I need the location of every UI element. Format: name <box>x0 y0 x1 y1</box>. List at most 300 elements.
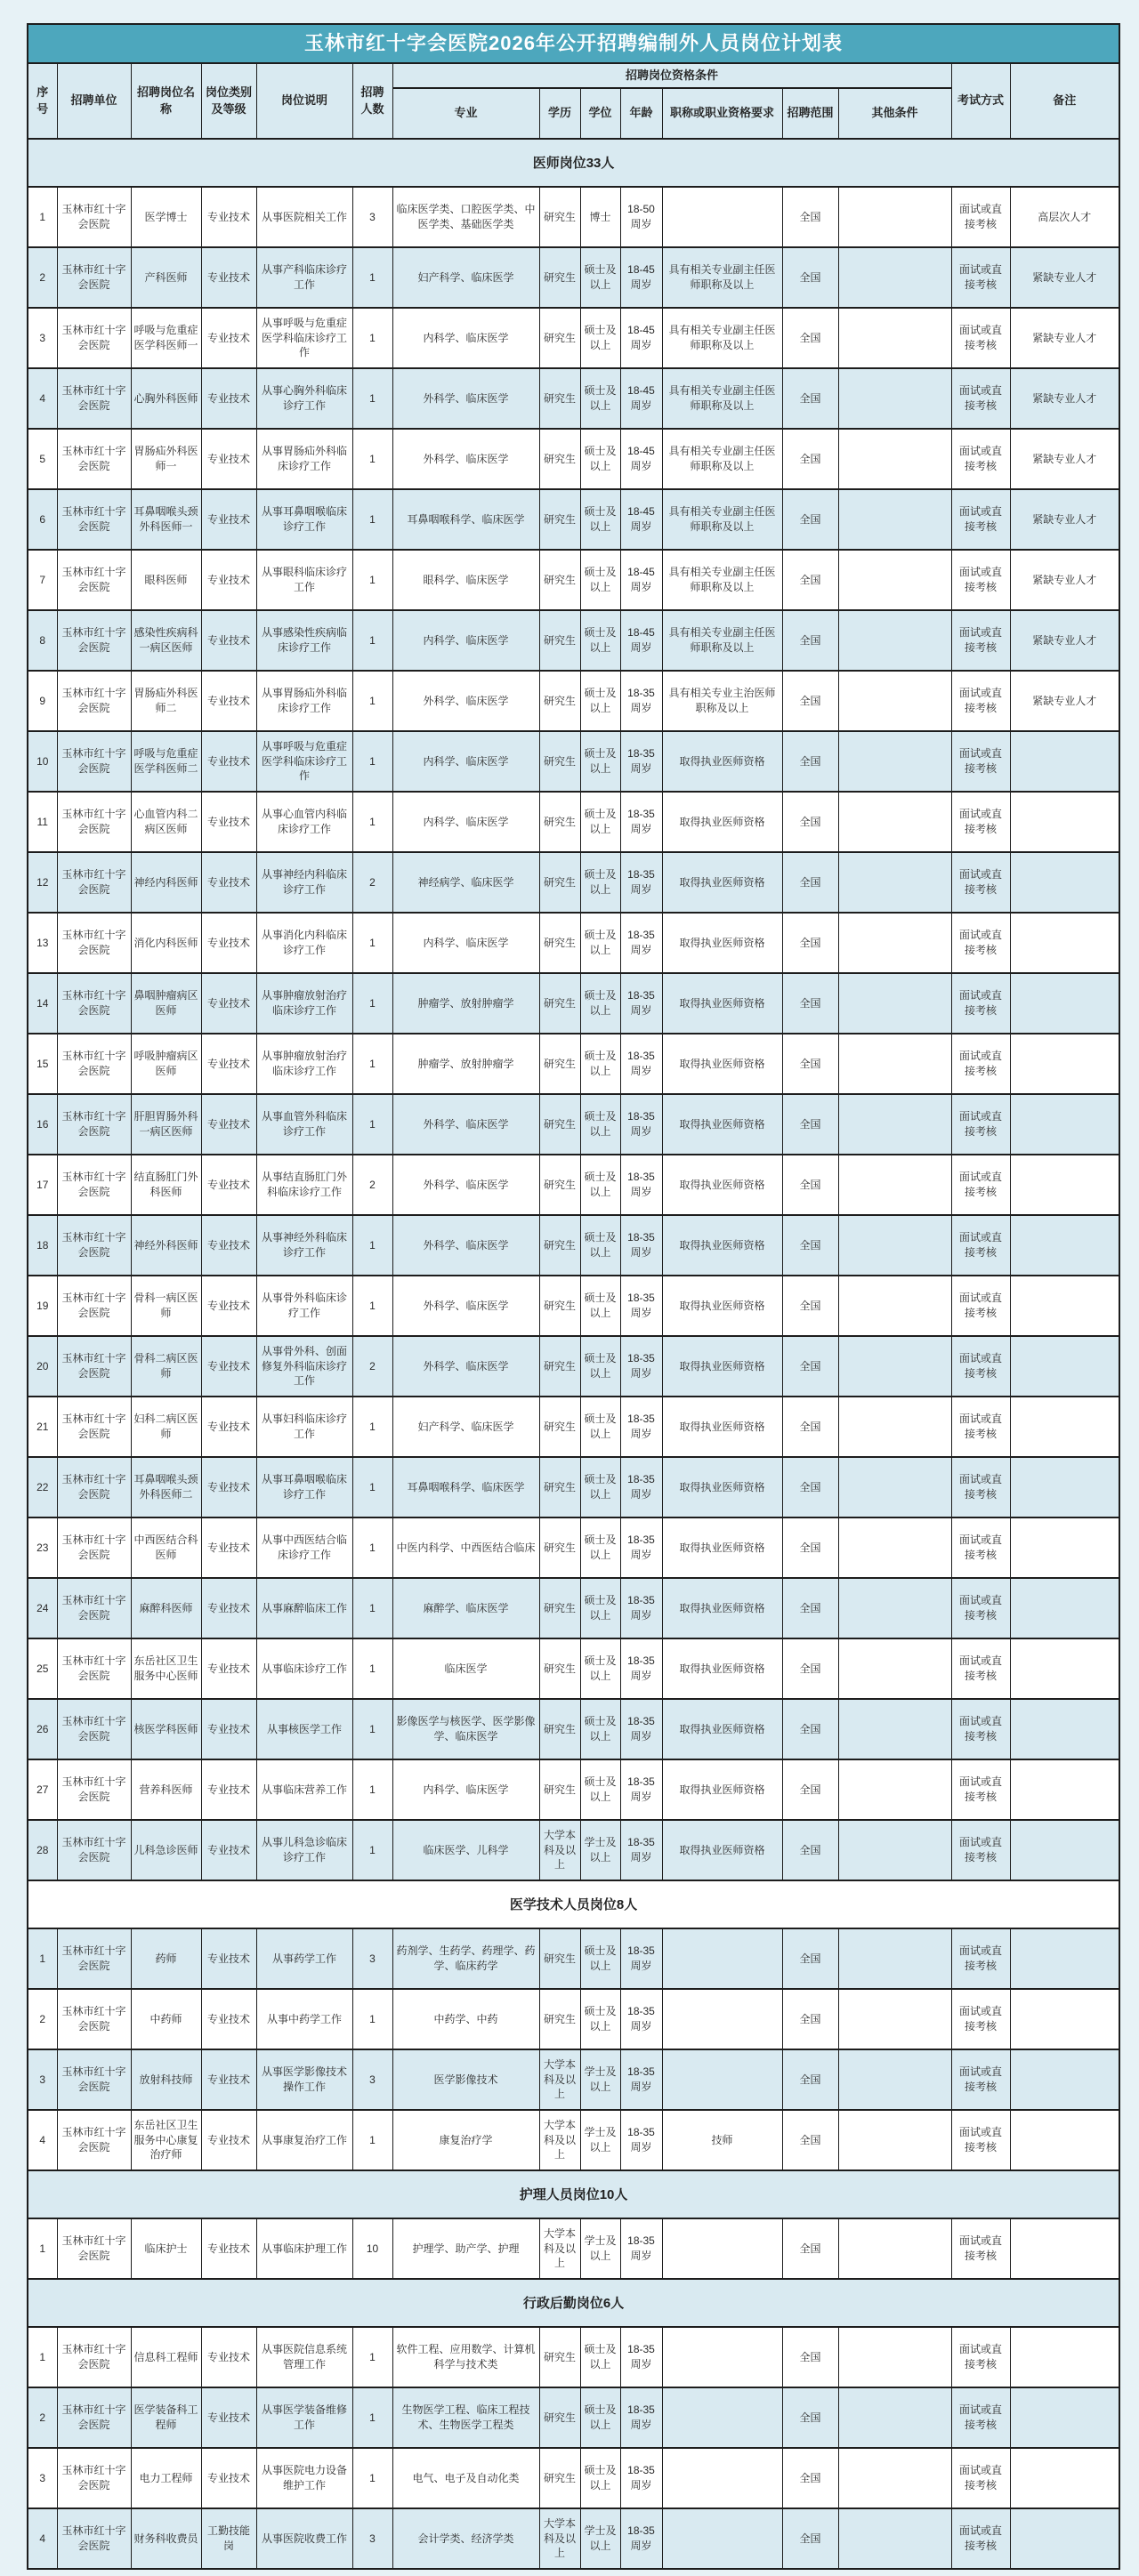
cell-degree: 硕士及以上 <box>580 368 620 429</box>
cell-category: 专业技术 <box>201 2110 256 2170</box>
cell-count: 1 <box>352 2448 392 2508</box>
cell-exam: 面试或直接考核 <box>951 1928 1010 1989</box>
cell-exam: 面试或直接考核 <box>951 550 1010 610</box>
cell-duty: 从事临床护理工作 <box>256 2218 352 2279</box>
cell-qualification: 具有相关专业副主任医师职称及以上 <box>662 247 782 308</box>
cell-degree: 硕士及以上 <box>580 1457 620 1517</box>
cell-qualification: 取得执业医师资格 <box>662 973 782 1034</box>
cell-age: 18-35周岁 <box>620 1397 662 1457</box>
cell-note <box>1010 2110 1119 2170</box>
cell-edu: 研究生 <box>539 489 580 550</box>
cell-no: 12 <box>28 852 57 913</box>
cell-other <box>838 187 951 247</box>
cell-major: 外科学、临床医学 <box>392 1215 539 1276</box>
cell-post: 中西医结合科医师 <box>131 1517 201 1578</box>
cell-no: 10 <box>28 731 57 792</box>
cell-note <box>1010 2049 1119 2110</box>
cell-scope: 全国 <box>782 247 838 308</box>
cell-major: 影像医学与核医学、医学影像学、临床医学 <box>392 1699 539 1759</box>
cell-unit: 玉林市红十字会医院 <box>57 792 131 852</box>
cell-category: 工勤技能岗 <box>201 2508 256 2569</box>
cell-other <box>838 731 951 792</box>
cell-degree: 学士及以上 <box>580 2049 620 2110</box>
cell-age: 18-35周岁 <box>620 2327 662 2387</box>
cell-qualification: 技师 <box>662 2110 782 2170</box>
cell-no: 2 <box>28 1989 57 2049</box>
cell-other <box>838 308 951 368</box>
cell-exam: 面试或直接考核 <box>951 1034 1010 1094</box>
cell-note <box>1010 1928 1119 1989</box>
cell-exam: 面试或直接考核 <box>951 1155 1010 1215</box>
cell-scope: 全国 <box>782 1517 838 1578</box>
cell-unit: 玉林市红十字会医院 <box>57 1397 131 1457</box>
cell-duty: 从事肿瘤放射治疗临床诊疗工作 <box>256 973 352 1034</box>
cell-age: 18-35周岁 <box>620 1336 662 1397</box>
cell-category: 专业技术 <box>201 731 256 792</box>
cell-scope: 全国 <box>782 2508 838 2569</box>
table-row <box>28 187 1119 247</box>
cell-qualification <box>662 2327 782 2387</box>
cell-duty: 从事血管外科临床诊疗工作 <box>256 1094 352 1155</box>
cell-note <box>1010 1517 1119 1578</box>
table-row <box>28 1989 1119 2049</box>
cell-duty: 从事神经内科临床诊疗工作 <box>256 852 352 913</box>
cell-duty: 从事医院收费工作 <box>256 2508 352 2569</box>
cell-other <box>838 973 951 1034</box>
cell-degree: 硕士及以上 <box>580 1699 620 1759</box>
cell-edu: 研究生 <box>539 247 580 308</box>
cell-scope: 全国 <box>782 1336 838 1397</box>
cell-category: 专业技术 <box>201 429 256 489</box>
cell-degree: 硕士及以上 <box>580 1094 620 1155</box>
cell-no: 20 <box>28 1336 57 1397</box>
table-row <box>28 1155 1119 1215</box>
cell-qualification <box>662 2508 782 2569</box>
cell-age: 18-35周岁 <box>620 1276 662 1336</box>
cell-qualification <box>662 1928 782 1989</box>
cell-qualification: 取得执业医师资格 <box>662 852 782 913</box>
cell-qualification: 取得执业医师资格 <box>662 1397 782 1457</box>
cell-unit: 玉林市红十字会医院 <box>57 1457 131 1517</box>
cell-unit: 玉林市红十字会医院 <box>57 973 131 1034</box>
cell-age: 18-35周岁 <box>620 2448 662 2508</box>
col-header-count: 招聘人数 <box>352 63 392 139</box>
cell-duty: 从事骨外科临床诊疗工作 <box>256 1276 352 1336</box>
cell-category: 专业技术 <box>201 1820 256 1880</box>
cell-post: 核医学科医师 <box>131 1699 201 1759</box>
cell-count: 2 <box>352 1336 392 1397</box>
cell-edu: 研究生 <box>539 1638 580 1699</box>
col-header-note: 备注 <box>1010 63 1119 139</box>
cell-count: 1 <box>352 368 392 429</box>
cell-category: 专业技术 <box>201 610 256 671</box>
cell-degree: 硕士及以上 <box>580 550 620 610</box>
cell-degree: 学士及以上 <box>580 2218 620 2279</box>
cell-count: 3 <box>352 2049 392 2110</box>
cell-qualification <box>662 2049 782 2110</box>
cell-unit: 玉林市红十字会医院 <box>57 308 131 368</box>
cell-qualification: 取得执业医师资格 <box>662 731 782 792</box>
cell-age: 18-35周岁 <box>620 731 662 792</box>
cell-category: 专业技术 <box>201 792 256 852</box>
cell-major: 外科学、临床医学 <box>392 429 539 489</box>
cell-other <box>838 1989 951 2049</box>
cell-post: 消化内科医师 <box>131 913 201 973</box>
cell-exam: 面试或直接考核 <box>951 2387 1010 2448</box>
cell-duty: 从事医院信息系统管理工作 <box>256 2327 352 2387</box>
cell-exam: 面试或直接考核 <box>951 1820 1010 1880</box>
cell-qualification: 取得执业医师资格 <box>662 1094 782 1155</box>
cell-no: 3 <box>28 2049 57 2110</box>
cell-qualification: 取得执业医师资格 <box>662 792 782 852</box>
cell-note <box>1010 1215 1119 1276</box>
cell-qualification: 具有相关专业副主任医师职称及以上 <box>662 368 782 429</box>
cell-duty: 从事核医学工作 <box>256 1699 352 1759</box>
cell-note: 紧缺专业人才 <box>1010 308 1119 368</box>
cell-no: 1 <box>28 2327 57 2387</box>
cell-unit: 玉林市红十字会医院 <box>57 1699 131 1759</box>
col-header-title-req: 职称或职业资格要求 <box>662 88 782 139</box>
cell-unit: 玉林市红十字会医院 <box>57 1034 131 1094</box>
cell-unit: 玉林市红十字会医院 <box>57 1759 131 1820</box>
cell-post: 药师 <box>131 1928 201 1989</box>
cell-no: 2 <box>28 247 57 308</box>
cell-category: 专业技术 <box>201 368 256 429</box>
cell-duty: 从事结直肠肛门外科临床诊疗工作 <box>256 1155 352 1215</box>
cell-qualification: 取得执业医师资格 <box>662 1034 782 1094</box>
cell-unit: 玉林市红十字会医院 <box>57 1989 131 2049</box>
cell-edu: 研究生 <box>539 1578 580 1638</box>
cell-other <box>838 1336 951 1397</box>
cell-count: 1 <box>352 1276 392 1336</box>
cell-age: 18-35周岁 <box>620 1215 662 1276</box>
cell-duty: 从事消化内科临床诊疗工作 <box>256 913 352 973</box>
cell-scope: 全国 <box>782 852 838 913</box>
cell-no: 23 <box>28 1517 57 1578</box>
cell-note: 紧缺专业人才 <box>1010 671 1119 731</box>
cell-no: 21 <box>28 1397 57 1457</box>
cell-scope: 全国 <box>782 1276 838 1336</box>
cell-age: 18-35周岁 <box>620 1759 662 1820</box>
cell-other <box>838 1820 951 1880</box>
cell-category: 专业技术 <box>201 1094 256 1155</box>
cell-exam: 面试或直接考核 <box>951 610 1010 671</box>
cell-age: 18-35周岁 <box>620 913 662 973</box>
cell-exam: 面试或直接考核 <box>951 2049 1010 2110</box>
cell-age: 18-35周岁 <box>620 973 662 1034</box>
cell-unit: 玉林市红十字会医院 <box>57 1155 131 1215</box>
cell-other <box>838 1928 951 1989</box>
table-row <box>28 1336 1119 1397</box>
cell-qualification <box>662 1989 782 2049</box>
cell-no: 4 <box>28 2508 57 2569</box>
cell-note <box>1010 913 1119 973</box>
cell-unit: 玉林市红十字会医院 <box>57 2218 131 2279</box>
cell-unit: 玉林市红十字会医院 <box>57 429 131 489</box>
cell-note <box>1010 973 1119 1034</box>
cell-duty: 从事耳鼻咽喉临床诊疗工作 <box>256 489 352 550</box>
cell-unit: 玉林市红十字会医院 <box>57 610 131 671</box>
cell-age: 18-35周岁 <box>620 852 662 913</box>
cell-scope: 全国 <box>782 913 838 973</box>
cell-no: 5 <box>28 429 57 489</box>
cell-degree: 硕士及以上 <box>580 1517 620 1578</box>
cell-major: 软件工程、应用数学、计算机科学与技术类 <box>392 2327 539 2387</box>
cell-unit: 玉林市红十字会医院 <box>57 671 131 731</box>
cell-category: 专业技术 <box>201 247 256 308</box>
cell-other <box>838 792 951 852</box>
cell-major: 临床医学、儿科学 <box>392 1820 539 1880</box>
cell-category: 专业技术 <box>201 1638 256 1699</box>
cell-major: 内科学、临床医学 <box>392 792 539 852</box>
cell-exam: 面试或直接考核 <box>951 671 1010 731</box>
cell-note <box>1010 1699 1119 1759</box>
cell-edu: 研究生 <box>539 1215 580 1276</box>
cell-major: 生物医学工程、临床工程技术、生物医学工程类 <box>392 2387 539 2448</box>
cell-note <box>1010 2448 1119 2508</box>
cell-degree: 硕士及以上 <box>580 429 620 489</box>
cell-duty: 从事医院相关工作 <box>256 187 352 247</box>
cell-no: 1 <box>28 1928 57 1989</box>
cell-no: 6 <box>28 489 57 550</box>
cell-count: 1 <box>352 1034 392 1094</box>
cell-no: 26 <box>28 1699 57 1759</box>
cell-age: 18-35周岁 <box>620 1820 662 1880</box>
cell-edu: 研究生 <box>539 1989 580 2049</box>
cell-degree: 硕士及以上 <box>580 731 620 792</box>
cell-post: 中药师 <box>131 1989 201 2049</box>
cell-age: 18-35周岁 <box>620 792 662 852</box>
section-band-row <box>28 139 1119 187</box>
cell-exam: 面试或直接考核 <box>951 1397 1010 1457</box>
cell-unit: 玉林市红十字会医院 <box>57 2327 131 2387</box>
cell-category: 专业技术 <box>201 973 256 1034</box>
cell-other <box>838 247 951 308</box>
section-band-row <box>28 1880 1119 1928</box>
cell-category: 专业技术 <box>201 2327 256 2387</box>
recruitment-plan-table <box>27 23 1120 2570</box>
col-header-unit: 招聘单位 <box>57 63 131 139</box>
cell-degree: 硕士及以上 <box>580 1928 620 1989</box>
cell-count: 1 <box>352 2110 392 2170</box>
cell-scope: 全国 <box>782 1215 838 1276</box>
cell-other <box>838 1759 951 1820</box>
cell-other <box>838 2110 951 2170</box>
cell-post: 麻醉科医师 <box>131 1578 201 1638</box>
cell-count: 1 <box>352 429 392 489</box>
cell-exam: 面试或直接考核 <box>951 368 1010 429</box>
cell-age: 18-35周岁 <box>620 2387 662 2448</box>
cell-qualification: 取得执业医师资格 <box>662 1517 782 1578</box>
cell-degree: 硕士及以上 <box>580 2387 620 2448</box>
cell-count: 1 <box>352 1517 392 1578</box>
table-row <box>28 1699 1119 1759</box>
cell-category: 专业技术 <box>201 1215 256 1276</box>
cell-major: 肿瘤学、放射肿瘤学 <box>392 973 539 1034</box>
cell-degree: 硕士及以上 <box>580 1336 620 1397</box>
cell-category: 专业技术 <box>201 550 256 610</box>
cell-other <box>838 1155 951 1215</box>
cell-scope: 全国 <box>782 2387 838 2448</box>
cell-qualification: 取得执业医师资格 <box>662 913 782 973</box>
cell-edu: 研究生 <box>539 550 580 610</box>
cell-count: 1 <box>352 973 392 1034</box>
cell-major: 中医内科学、中西医结合临床 <box>392 1517 539 1578</box>
cell-age: 18-45周岁 <box>620 610 662 671</box>
cell-note: 紧缺专业人才 <box>1010 368 1119 429</box>
cell-exam: 面试或直接考核 <box>951 1699 1010 1759</box>
cell-major: 耳鼻咽喉科学、临床医学 <box>392 489 539 550</box>
cell-count: 1 <box>352 550 392 610</box>
cell-exam: 面试或直接考核 <box>951 2508 1010 2569</box>
col-header-exam: 考试方式 <box>951 63 1010 139</box>
cell-count: 1 <box>352 1094 392 1155</box>
col-header-seq: 序号 <box>28 63 57 139</box>
cell-exam: 面试或直接考核 <box>951 1457 1010 1517</box>
cell-major: 麻醉学、临床医学 <box>392 1578 539 1638</box>
cell-qualification: 取得执业医师资格 <box>662 1276 782 1336</box>
cell-duty: 从事产科临床诊疗工作 <box>256 247 352 308</box>
table-row <box>28 1820 1119 1880</box>
cell-no: 17 <box>28 1155 57 1215</box>
cell-count: 2 <box>352 852 392 913</box>
cell-edu: 研究生 <box>539 2387 580 2448</box>
cell-count: 1 <box>352 1638 392 1699</box>
cell-major: 护理学、助产学、护理 <box>392 2218 539 2279</box>
cell-major: 内科学、临床医学 <box>392 913 539 973</box>
cell-duty: 从事心血管内科临床诊疗工作 <box>256 792 352 852</box>
cell-category: 专业技术 <box>201 2049 256 2110</box>
table-row <box>28 1276 1119 1336</box>
cell-note <box>1010 792 1119 852</box>
cell-duty: 从事麻醉临床工作 <box>256 1578 352 1638</box>
cell-post: 呼吸与危重症医学科医师一 <box>131 308 201 368</box>
cell-major: 神经病学、临床医学 <box>392 852 539 913</box>
cell-edu: 研究生 <box>539 1517 580 1578</box>
cell-scope: 全国 <box>782 2049 838 2110</box>
cell-duty: 从事医院电力设备维护工作 <box>256 2448 352 2508</box>
cell-edu: 研究生 <box>539 1094 580 1155</box>
cell-edu: 研究生 <box>539 2448 580 2508</box>
cell-note <box>1010 1820 1119 1880</box>
table-row <box>28 429 1119 489</box>
table-row <box>28 2448 1119 2508</box>
cell-post: 神经内科医师 <box>131 852 201 913</box>
cell-no: 13 <box>28 913 57 973</box>
cell-count: 1 <box>352 1578 392 1638</box>
cell-scope: 全国 <box>782 973 838 1034</box>
cell-note <box>1010 2387 1119 2448</box>
cell-exam: 面试或直接考核 <box>951 1989 1010 2049</box>
cell-scope: 全国 <box>782 1928 838 1989</box>
cell-edu: 研究生 <box>539 1928 580 1989</box>
cell-qualification: 取得执业医师资格 <box>662 1578 782 1638</box>
cell-exam: 面试或直接考核 <box>951 852 1010 913</box>
cell-edu: 研究生 <box>539 913 580 973</box>
section-band-label-2: 医学技术人员岗位8人 <box>28 1880 1119 1928</box>
cell-scope: 全国 <box>782 1820 838 1880</box>
cell-category: 专业技术 <box>201 671 256 731</box>
cell-major: 妇产科学、临床医学 <box>392 1397 539 1457</box>
cell-qualification <box>662 2218 782 2279</box>
cell-post: 医学博士 <box>131 187 201 247</box>
cell-scope: 全国 <box>782 1578 838 1638</box>
cell-other <box>838 1699 951 1759</box>
cell-edu: 研究生 <box>539 1397 580 1457</box>
cell-duty: 从事神经外科临床诊疗工作 <box>256 1215 352 1276</box>
cell-post: 电力工程师 <box>131 2448 201 2508</box>
cell-scope: 全国 <box>782 1034 838 1094</box>
cell-edu: 研究生 <box>539 1155 580 1215</box>
cell-duty: 从事心胸外科临床诊疗工作 <box>256 368 352 429</box>
cell-qualification: 具有相关专业副主任医师职称及以上 <box>662 489 782 550</box>
cell-unit: 玉林市红十字会医院 <box>57 2387 131 2448</box>
cell-no: 27 <box>28 1759 57 1820</box>
cell-exam: 面试或直接考核 <box>951 1215 1010 1276</box>
cell-other <box>838 1276 951 1336</box>
table-row <box>28 1034 1119 1094</box>
cell-count: 1 <box>352 913 392 973</box>
cell-count: 3 <box>352 2508 392 2569</box>
cell-edu: 研究生 <box>539 368 580 429</box>
cell-count: 1 <box>352 671 392 731</box>
cell-post: 医学装备科工程师 <box>131 2387 201 2448</box>
cell-age: 18-35周岁 <box>620 2110 662 2170</box>
col-header-degree: 学位 <box>580 88 620 139</box>
cell-category: 专业技术 <box>201 308 256 368</box>
cell-no: 22 <box>28 1457 57 1517</box>
cell-exam: 面试或直接考核 <box>951 1336 1010 1397</box>
cell-age: 18-35周岁 <box>620 2508 662 2569</box>
table-row <box>28 2387 1119 2448</box>
cell-scope: 全国 <box>782 671 838 731</box>
cell-post: 肝胆胃肠外科一病区医师 <box>131 1094 201 1155</box>
cell-other <box>838 1397 951 1457</box>
cell-duty: 从事耳鼻咽喉临床诊疗工作 <box>256 1457 352 1517</box>
cell-no: 9 <box>28 671 57 731</box>
table-row <box>28 308 1119 368</box>
col-header-category: 岗位类别及等级 <box>201 63 256 139</box>
cell-post: 呼吸与危重症医学科医师二 <box>131 731 201 792</box>
cell-no: 19 <box>28 1276 57 1336</box>
cell-scope: 全国 <box>782 2448 838 2508</box>
cell-post: 心血管内科二病区医师 <box>131 792 201 852</box>
cell-count: 1 <box>352 1457 392 1517</box>
cell-unit: 玉林市红十字会医院 <box>57 550 131 610</box>
cell-duty: 从事儿科急诊临床诊疗工作 <box>256 1820 352 1880</box>
cell-duty: 从事妇科临床诊疗工作 <box>256 1397 352 1457</box>
cell-note: 高层次人才 <box>1010 187 1119 247</box>
cell-edu: 研究生 <box>539 1276 580 1336</box>
cell-exam: 面试或直接考核 <box>951 2327 1010 2387</box>
cell-unit: 玉林市红十字会医院 <box>57 247 131 308</box>
cell-other <box>838 1517 951 1578</box>
cell-edu: 研究生 <box>539 1034 580 1094</box>
cell-edu: 研究生 <box>539 2327 580 2387</box>
section-band-row <box>28 2279 1119 2327</box>
cell-unit: 玉林市红十字会医院 <box>57 1215 131 1276</box>
cell-duty: 从事感染性疾病临床诊疗工作 <box>256 610 352 671</box>
cell-note <box>1010 1457 1119 1517</box>
cell-major: 妇产科学、临床医学 <box>392 247 539 308</box>
cell-category: 专业技术 <box>201 1336 256 1397</box>
cell-edu: 研究生 <box>539 973 580 1034</box>
cell-count: 1 <box>352 1215 392 1276</box>
cell-category: 专业技术 <box>201 2218 256 2279</box>
cell-degree: 硕士及以上 <box>580 308 620 368</box>
cell-degree: 硕士及以上 <box>580 1215 620 1276</box>
cell-major: 药剂学、生药学、药理学、药学、临床药学 <box>392 1928 539 1989</box>
